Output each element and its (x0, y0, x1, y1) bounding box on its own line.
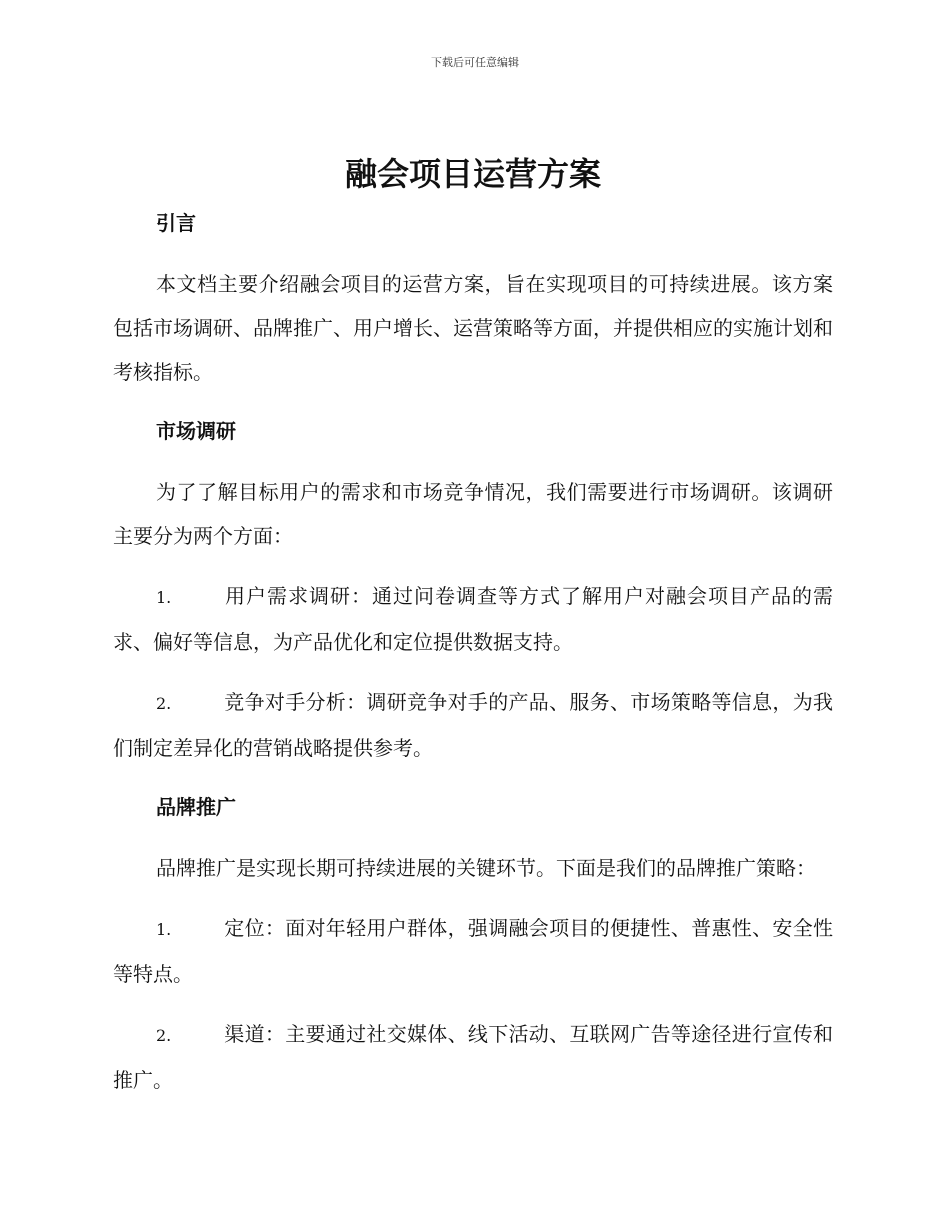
list-number: 1. (156, 920, 172, 939)
section-heading-brand-promotion: 品牌推广 (156, 795, 236, 819)
list-item-text: 渠道：主要通过社交媒体、线下活动、互联网广告等途径进行宣传和推广。 (113, 1022, 833, 1092)
list-number: 2. (156, 1026, 172, 1045)
list-item (113, 906, 833, 996)
list-item (113, 680, 833, 770)
paragraph-brand-promotion: 品牌推广是实现长期可持续进展的关键环节。下面是我们的品牌推广策略： (156, 856, 816, 880)
paragraph-intro: 本文档主要介绍融会项目的运营方案，旨在实现项目的可持续进展。该方案包括市场调研、品牌推广、用户增长、运营策略等方面，并提供相应的实施计划和考核指标。 (113, 272, 833, 384)
section-heading-market-research: 市场调研 (156, 419, 236, 443)
paragraph-market-research: 为了了解目标用户的需求和市场竞争情况，我们需要进行市场调研。该调研主要分为两个方面： (113, 480, 833, 548)
list-item-text: 定位：面对年轻用户群体，强调融会项目的便捷性、普惠性、安全性等特点。 (113, 916, 833, 986)
list-item (113, 574, 833, 664)
section-heading-intro: 引言 (156, 211, 196, 235)
list-item (113, 1012, 833, 1102)
header-note: 下载后可任意编辑 (431, 56, 519, 69)
document-body (113, 148, 833, 1102)
document-title: 融会项目运营方案 (344, 155, 601, 193)
list-number: 2. (156, 694, 172, 713)
list-number: 1. (156, 588, 172, 607)
list-item-text: 竞争对手分析：调研竞争对手的产品、服务、市场策略等信息，为我们制定差异化的营销战略提供参考。 (113, 690, 833, 760)
list-item-text: 用户需求调研：通过问卷调查等方式了解用户对融会项目产品的需求、偏好等信息，为产品优化和定位提供数据支持。 (113, 584, 833, 654)
